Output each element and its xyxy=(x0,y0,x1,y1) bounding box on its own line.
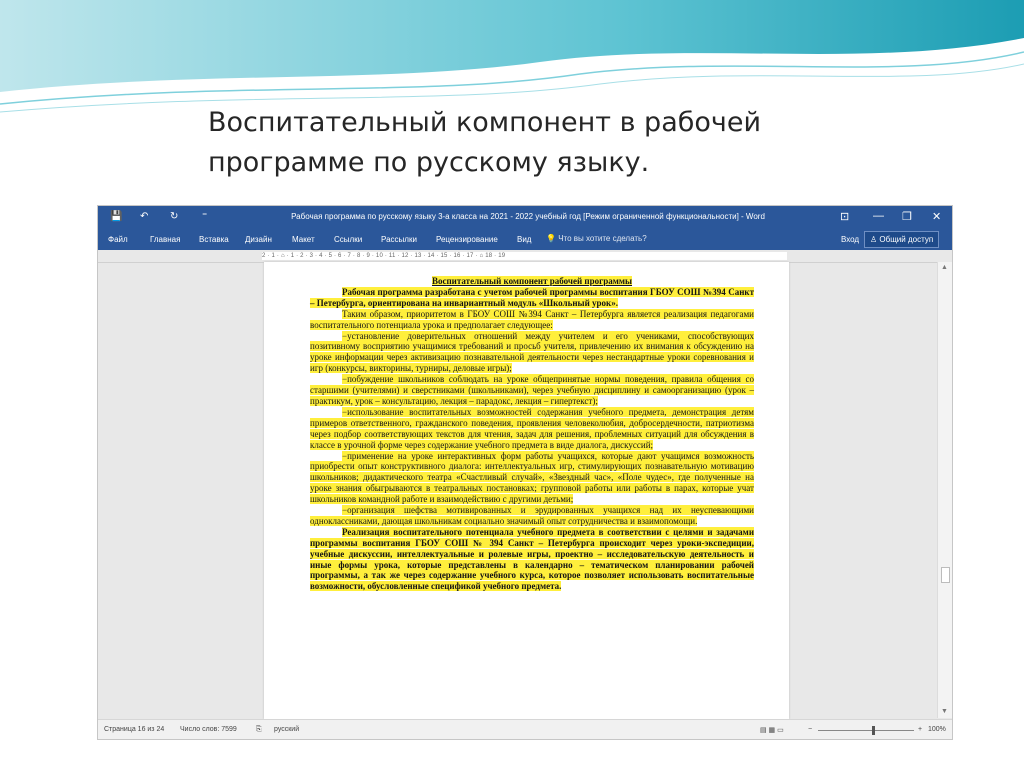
tab-file[interactable]: Файл xyxy=(108,235,128,244)
word-title-bar xyxy=(98,206,952,228)
tell-me-box[interactable] xyxy=(546,234,647,243)
slide-title xyxy=(208,103,908,183)
paragraph-intro: Рабочая программа разработана с учетом рабочей программы воспитания ГБОУ СОШ №394 Санкт – Петербурга, ориентирована на инвариантный модуль «Школьный урок». xyxy=(310,286,754,308)
person-icon: ♙ xyxy=(870,235,878,244)
tell-me-text: Что вы хотите сделать? xyxy=(558,234,647,243)
paragraph-6: −организация шефства мотивированных и эрудированных учащихся над их неуспевающими одноклассниками, дающая школьникам социально значимый опыт сотрудничества и взаимопомощи. xyxy=(310,505,754,526)
word-window xyxy=(97,205,953,740)
tab-home[interactable]: Главная xyxy=(150,235,181,244)
tab-references[interactable]: Ссылки xyxy=(334,235,363,244)
tab-view[interactable]: Вид xyxy=(517,235,532,244)
document-title: Рабочая программа по русскому языку 3-а класса на 2021 - 2022 учебный год [Режим ограниченной функциональности] - Word xyxy=(291,212,765,221)
paragraph-7: Реализация воспитательного потенциала учебного предмета в соответствии с целями и задачами программы воспитания ГБОУ СОШ № 394 Санкт – Петербурга происходит через уроки-экспедиции, учебные дискуссии, интеллектуальные и ролевые игры, проектно – исследовательскую деятельность и иные формы урока, которые представлены в календарно – тематическом планировании рабочей программы, а так же через содержание учебного курса, которое позволяет использовать воспитательные возможности, обусловленные спецификой учебного предмета. xyxy=(310,526,754,592)
customize-toolbar-icon[interactable]: ⁼ xyxy=(202,211,208,222)
paragraph-2: −установление доверительных отношений между учителем и его учениками, способствующих позитивному восприятию учащимися требований и просьб учителя, привлечению их внимания к обсуждению на уроке информации через активизацию познавательной деятельности через нестандартные уроки соревнования и игр (конкурсы, викторины, турниры, деловые игры); xyxy=(310,330,754,374)
zoom-out-button[interactable]: − xyxy=(808,726,813,733)
zoom-in-button[interactable]: + xyxy=(918,726,923,733)
scroll-up-icon[interactable]: ▲ xyxy=(941,264,948,271)
share-label: Общий доступ xyxy=(879,235,934,244)
vertical-scrollbar[interactable] xyxy=(937,262,952,718)
tab-insert[interactable]: Вставка xyxy=(199,235,229,244)
zoom-slider-thumb[interactable] xyxy=(872,726,875,735)
share-button[interactable] xyxy=(864,231,939,248)
close-button[interactable]: ✕ xyxy=(932,211,942,223)
ribbon-tabs xyxy=(98,228,952,250)
proofing-icon[interactable]: ⎘ xyxy=(256,726,262,733)
maximize-button[interactable]: ❐ xyxy=(902,211,912,223)
undo-icon[interactable]: ↶ xyxy=(140,211,149,222)
minimize-button[interactable]: — xyxy=(873,210,884,222)
tab-review[interactable]: Рецензирование xyxy=(436,235,498,244)
ribbon-display-options-icon[interactable]: ⊡ xyxy=(840,211,850,223)
tab-mailings[interactable]: Рассылки xyxy=(381,235,417,244)
decorative-wave-header xyxy=(0,0,1024,120)
page-counter[interactable]: Страница 16 из 24 xyxy=(104,726,165,733)
tab-design[interactable]: Дизайн xyxy=(245,235,272,244)
paragraph-5: −применение на уроке интерактивных форм работы учащихся, которые дают учащимся возможность приобрести опыт конструктивного диалога: интеллектуальных игр, стимулирующих познавательную мотивацию школьников; дидактического театра «Счастливый случай», «Звездный час», «Поле чудес», где полученные на уроке знания обыгрываются в театральных постановках; групповой работы или работы в парах, которые учат школьников командной работе и взаимодействию с другими детьми; xyxy=(310,450,754,505)
zoom-slider[interactable] xyxy=(818,730,914,731)
paragraph-4: −использование воспитательных возможностей содержания учебного предмета, демонстрация детям примеров ответственного, гражданского поведения, проявления человеколюбия, добросердечности, патриотизма через подбор соответствующих текстов для чтения, задач для решения, проблемных ситуаций для обсуждения в классе в урочной форме через содержание учебного предмета в виде диалога, дискуссий; xyxy=(310,406,754,450)
status-bar xyxy=(98,719,952,740)
paragraph-1: Таким образом, приоритетом в ГБОУ СОШ №394 Санкт – Петербурга является реализация педагогами воспитательного потенциала урока и предполагает следующее: xyxy=(310,308,754,330)
save-icon[interactable]: 💾 xyxy=(110,211,123,222)
sign-in-link[interactable]: Вход xyxy=(841,235,860,244)
slide-title-line-2: программе по русскому языку. xyxy=(208,147,650,178)
scroll-down-icon[interactable]: ▼ xyxy=(941,708,948,715)
lightbulb-icon: 💡 xyxy=(546,234,556,243)
slide-title-line-1: Воспитательный компонент в рабочей xyxy=(208,107,762,138)
document-heading: Воспитательный компонент рабочей программы xyxy=(431,276,633,286)
word-count[interactable]: Число слов: 7599 xyxy=(180,726,237,733)
ruler-scale: 2 · 1 · ⌂ · 1 · 2 · 3 · 4 · 5 · 6 · 7 · 8 · 9 · 10 · 11 · 12 · 13 · 14 · 15 · 16 · 17 · ⌂ 18 · 19 xyxy=(262,252,787,260)
document-body[interactable] xyxy=(310,276,754,592)
view-mode-icons[interactable]: ▤ ▦ ▭ xyxy=(760,727,784,734)
tab-layout[interactable]: Макет xyxy=(292,235,315,244)
document-page[interactable] xyxy=(264,262,789,719)
paragraph-3: −побуждение школьников соблюдать на уроке общепринятые нормы поведения, правила общения со старшими (учителями) и сверстниками (школьниками), через учебную дисциплину и самоорганизацию (урок – практикум, урок – консультацию, лекция – парадокс, лекция – гипертекст); xyxy=(310,374,754,406)
scrollbar-thumb[interactable] xyxy=(941,567,950,583)
zoom-level[interactable]: 100% xyxy=(928,726,946,733)
redo-icon[interactable]: ↻ xyxy=(170,211,179,222)
language-indicator[interactable]: русский xyxy=(274,726,300,733)
